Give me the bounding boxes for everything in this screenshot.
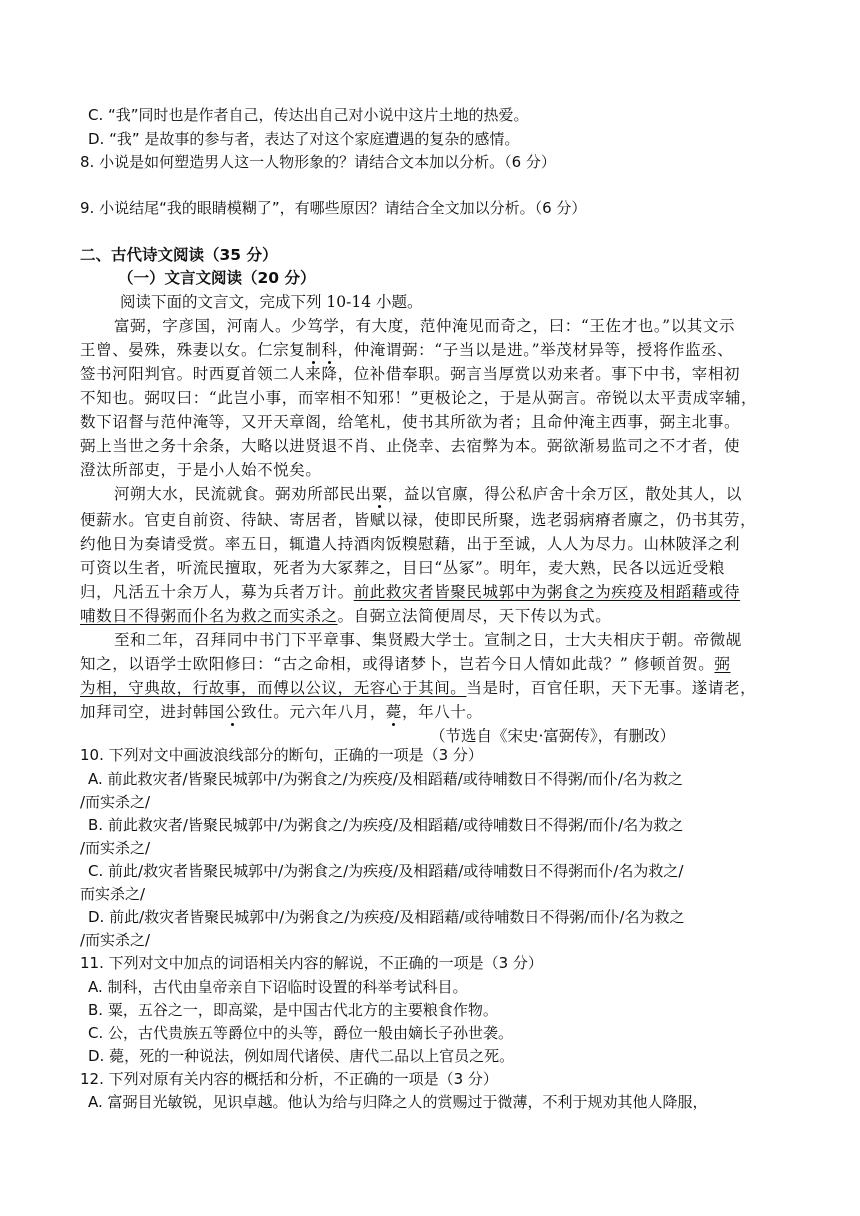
passage-text: 。自弼立法简便周尽，天下传以为式。 <box>337 607 612 625</box>
q10-option-a-cont: /而实杀之/ <box>80 793 151 811</box>
dotted-word: 公 <box>224 703 242 721</box>
passage-text: 归，凡活五十余万人，募为兵者万计。 <box>80 583 354 601</box>
passage-line: 数下诏督与范仲淹等，又开天章阁，给笔札，使书其所欲为者；且命仲淹主西事，弼主北事。 <box>80 413 741 431</box>
dotted-word: 科 <box>321 341 338 359</box>
q9-question: 9. 小说结尾“我的眼睛模糊了”，有哪些原因？请结合全文加以分析。（6 分） <box>80 199 587 217</box>
passage-text: ，仲淹谓弼：“子当以是进。”举茂材异等，授将作监丞、 <box>337 341 734 359</box>
passage-line <box>80 676 756 698</box>
passage-text: 加拜司空，进封韩国 <box>80 703 225 721</box>
passage-line: 可资以生者，听流民擅取，死者为大冢葬之，目曰“丛冢”。明年，麦大熟，民各以远近受粮 <box>80 559 725 577</box>
passage-line <box>80 338 733 360</box>
dotted-word: 粟 <box>371 485 388 503</box>
passage-source: （节选自《宋史·富弼传》，有删改） <box>430 727 676 745</box>
underlined-text: 哺数日不得粥而仆名为救之而实杀之 <box>80 607 338 625</box>
q11-option-a: A. 制科，古代由皇帝亲自下诏临时设置的科举考试科目。 <box>88 978 468 996</box>
underlined-text: 弼 <box>714 655 731 673</box>
q11-option-b: B. 粟，五谷之一，即高粱，是中国古代北方的主要粮食作物。 <box>88 1001 498 1019</box>
passage-line <box>80 700 483 722</box>
passage-text: 致仕。元六年八月， <box>241 703 386 721</box>
q12-question: 12. 下列对原有关内容的概括和分析，不正确的一项是（3 分） <box>80 1070 498 1088</box>
passage-line: 约他日为奏请受赏。率五日，辄遣人持酒肉饭糗慰藉，出于至诚，人人为尽力。山林陂泽之利 <box>80 535 741 553</box>
q10-option-b-cont: /而实杀之/ <box>80 839 151 857</box>
passage-line: 不知也。弼叹曰：“此岂小事，而宰相不知邪！”更极论之，于是从弼言。帝锐以太平责成宰辅， <box>80 389 758 407</box>
q10-option-c-cont: 而实杀之/ <box>80 885 146 903</box>
passage-text: ，益以官廪，得公私庐舍十余万区，散处其人，以 <box>387 485 742 503</box>
q10-question: 10. 下列对文中画波浪线部分的断句，正确的一项是（3 分） <box>80 746 483 764</box>
q7-option-c: C. “我”同时也是作者自己，传达出自己对小说中这片土地的热爱。 <box>88 106 529 124</box>
passage-line: 便薪水。官吏自前资、待缺、寄居者，皆赋以禄，使即民所聚，选老弱病瘠者廪之，仍书其劳， <box>80 511 757 529</box>
q10-option-b: B. 前此救灾者/皆聚民城郭中/为粥食之/为疾疫/及相蹈藉/或待哺数日不得粥/而仆/名为救之 <box>88 816 684 834</box>
passage-text: ，年八十。 <box>402 703 483 721</box>
q10-option-d-cont: /而实杀之/ <box>80 931 151 949</box>
passage-line <box>80 604 611 626</box>
passage-text: 王曾、晏殊，殊妻以女。仁宗复 <box>80 341 306 359</box>
passage-line: 至和二年，召拜同中书门下平章事、集贤殿大学士。宣制之日，士大夫相庆于朝。帝微觇 <box>114 631 742 649</box>
q11-question: 11. 下列对文中加点的词语相关内容的解说，不正确的一项是（3 分） <box>80 954 543 972</box>
underlined-text: 前此救灾者皆聚民城郭中为粥食之为疾疫及相蹈藉或待 <box>353 583 741 601</box>
passage-line: 澄汰所部吏，于是小人始不悦矣。 <box>80 461 322 479</box>
dotted-word: 制 <box>305 341 322 359</box>
q8-question: 8. 小说是如何塑造男人这一人物形象的？请结合文本加以分析。（6 分） <box>80 153 556 171</box>
passage-text: 知之，以语学士欧阳修曰：“古之命相，或得诸梦卜，岂若今日人情如此哉？” 修顿首贺。 <box>80 655 715 673</box>
dotted-word: 薨 <box>385 703 403 721</box>
q12-option-a: A. 富弼目光敏锐，见识卓越。他认为给与归降之人的赏赐过于微薄，不利于规劝其他人降服， <box>88 1093 708 1111</box>
passage-line <box>114 482 742 504</box>
q11-option-c: C. 公，古代贵族五等爵位中的头等，爵位一般由嫡长子孙世袭。 <box>88 1024 514 1042</box>
passage-text: 当是时，百官任职，天下无事。遂请老， <box>466 679 757 697</box>
passage-line <box>80 580 740 602</box>
q10-option-a: A. 前此救灾者/皆聚民城郭中/为粥食之/为疾疫/及相蹈藉/或待哺数日不得粥/而仆/名为救之 <box>88 770 683 788</box>
instruction-text: 阅读下面的文言文，完成下列 10-14 小题。 <box>120 293 423 311</box>
q10-option-d: D. 前此/救灾者皆聚民城郭中/为粥食之/为疾疫/及相蹈藉/或待哺数日不得粥/而仆/名为救之 <box>88 908 685 926</box>
q10-option-c: C. 前此/救灾者皆聚民城郭中/为粥食之/为疾疫/及相蹈藉/或待哺数日不得粥而仆/名为救之/ <box>88 862 684 880</box>
passage-line: 富弼，字彦国，河南人。少笃学，有大度，范仲淹见而奇之，曰：“王佐才也。”以其文示 <box>114 317 736 335</box>
passage-text: 河朔大水，民流就食。弼劝所部民出 <box>114 485 372 503</box>
passage-line <box>80 652 731 674</box>
passage-line: 签书河阳判官。时西夏首领二人来降，位补借奉职。弼言当厚赏以劝来者。事下中书，宰相初 <box>80 365 741 383</box>
passage-line: 弼上当世之务十余条，大略以进贤退不肖、止侥幸、去宿弊为本。弼欲渐易监司之不才者，使 <box>80 437 741 455</box>
underlined-text: 为相，守典故，行故事，而傅以公议，无容心于其间。 <box>80 679 467 697</box>
section-title: 二、古代诗文阅读（35 分） <box>80 246 278 264</box>
q11-option-d: D. 薨，死的一种说法，例如周代诸侯、唐代二品以上官员之死。 <box>88 1047 515 1065</box>
q7-option-d: D. “我” 是故事的参与者，表达了对这个家庭遭遇的复杂的感情。 <box>88 130 520 148</box>
subsection-title: （一）文言文阅读（20 分） <box>118 269 316 287</box>
